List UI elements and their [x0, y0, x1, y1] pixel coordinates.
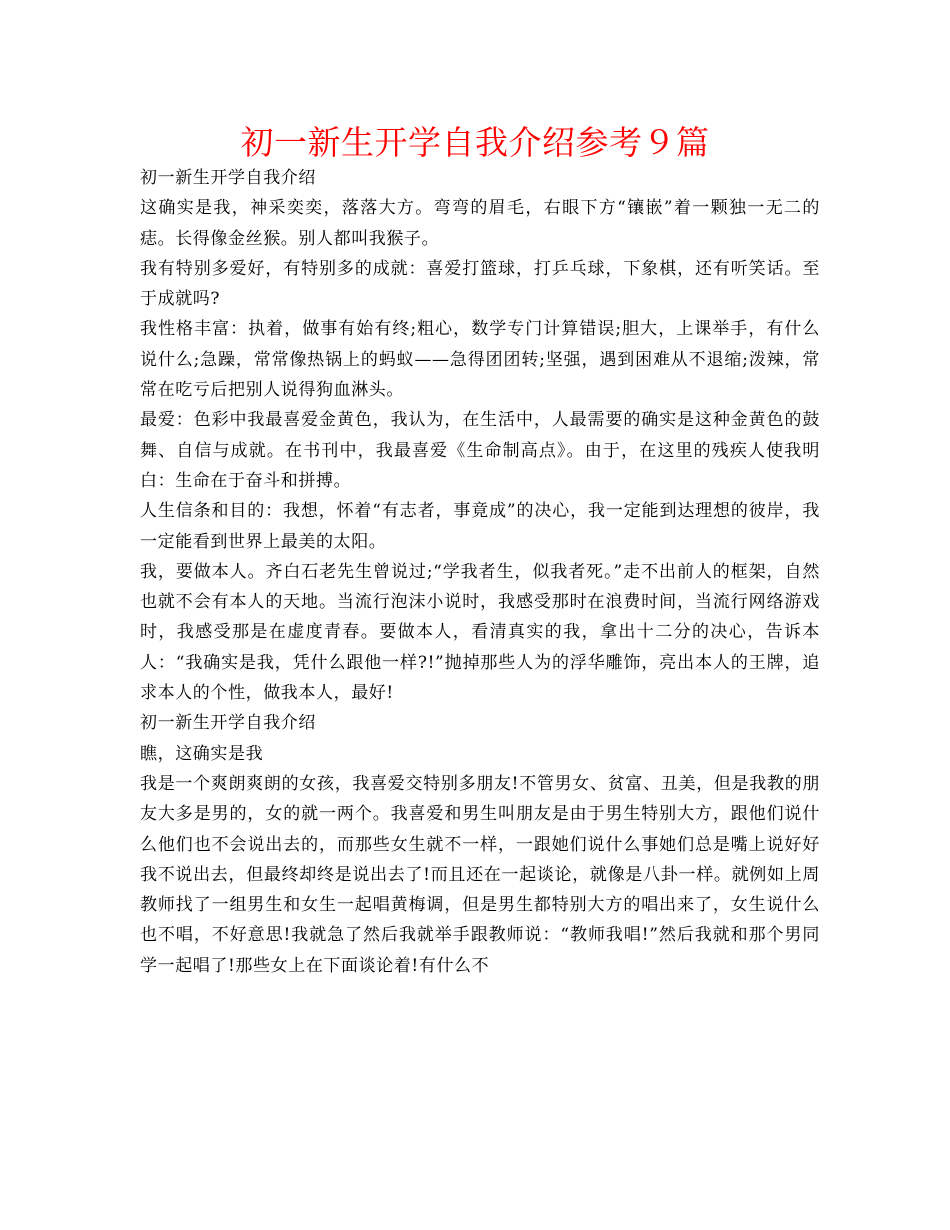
- paragraph: 瞧，这确实是我: [140, 743, 264, 764]
- document-title: 初一新生开学自我介绍参考９篇: [240, 123, 710, 162]
- paragraph: 这确实是我，神采奕奕，落落大方。弯弯的眉毛，右眼下方“镶嵌”着一颗独一无二的痣。长得像金丝猴。别人都叫我猴子。: [140, 198, 820, 249]
- section-heading: 初一新生开学自我介绍: [140, 168, 316, 188]
- document-body: [140, 163, 820, 981]
- paragraph: 人生信条和目的：我想，怀着“有志者，事竟成”的决心，我一定能到达理想的彼岸，我一定能看到世界上最美的太阳。: [140, 501, 820, 552]
- paragraph: 我，要做本人。齐白石老先生曾说过;“学我者生，似我者死。”走不出前人的框架，自然也就不会有本人的天地。当流行泡沫小说时，我感受那时在浪费时间，当流行网络游戏时，我感受那是在虚度青春。要做本人，看清真实的我，拿出十二分的决心，告诉本人：“我确实是我，凭什么跟他一样?!”抛掉那些人为的浮华雕饰，亮出本人的王牌，追求本人的个性，做我本人，最好!: [140, 561, 820, 704]
- section-heading: 初一新生开学自我介绍: [140, 713, 316, 734]
- paragraph: 我是一个爽朗爽朗的女孩，我喜爱交特别多朋友!不管男女、贫富、丑美，但是我教的朋友大多是男的，女的就一两个。我喜爱和男生叫朋友是由于男生特别大方，跟他们说什么他们也不会说出去的，而那些女生就不一样，一跟她们说什么事她们总是嘴上说好好我不说出去，但最终却终是说出去了!而且还在一起谈论，就像是八卦一样。就例如上周教师找了一组男生和女生一起唱黄梅调，但是男生都特别大方的唱出来了，女生说什么也不唱，不好意思!我就急了然后我就举手跟教师说：“教师我唱!”然后我就和那个男同学一起唱了!那些女上在下面谈论着!有什么不: [140, 773, 820, 976]
- paragraph: 我有特别多爱好，有特别多的成就：喜爱打篮球，打乒乓球，下象棋，还有听笑话。至于成就吗?: [140, 258, 820, 310]
- paragraph: 我性格丰富：执着，做事有始有终;粗心，数学专门计算错误;胆大，上课举手，有什么说什么;急躁，常常像热锅上的蚂蚁——急得团团转;坚强，遇到困难从不退缩;泼辣，常常在吃亏后把别人说得狗血淋头。: [140, 319, 820, 401]
- paragraph: 最爱：色彩中我最喜爱金黄色，我认为，在生活中，人最需要的确实是这种金黄色的鼓舞、自信与成就。在书刊中，我最喜爱《生命制高点》。由于，在这里的残疾人使我明白：生命在于奋斗和拼搏。: [140, 410, 820, 491]
